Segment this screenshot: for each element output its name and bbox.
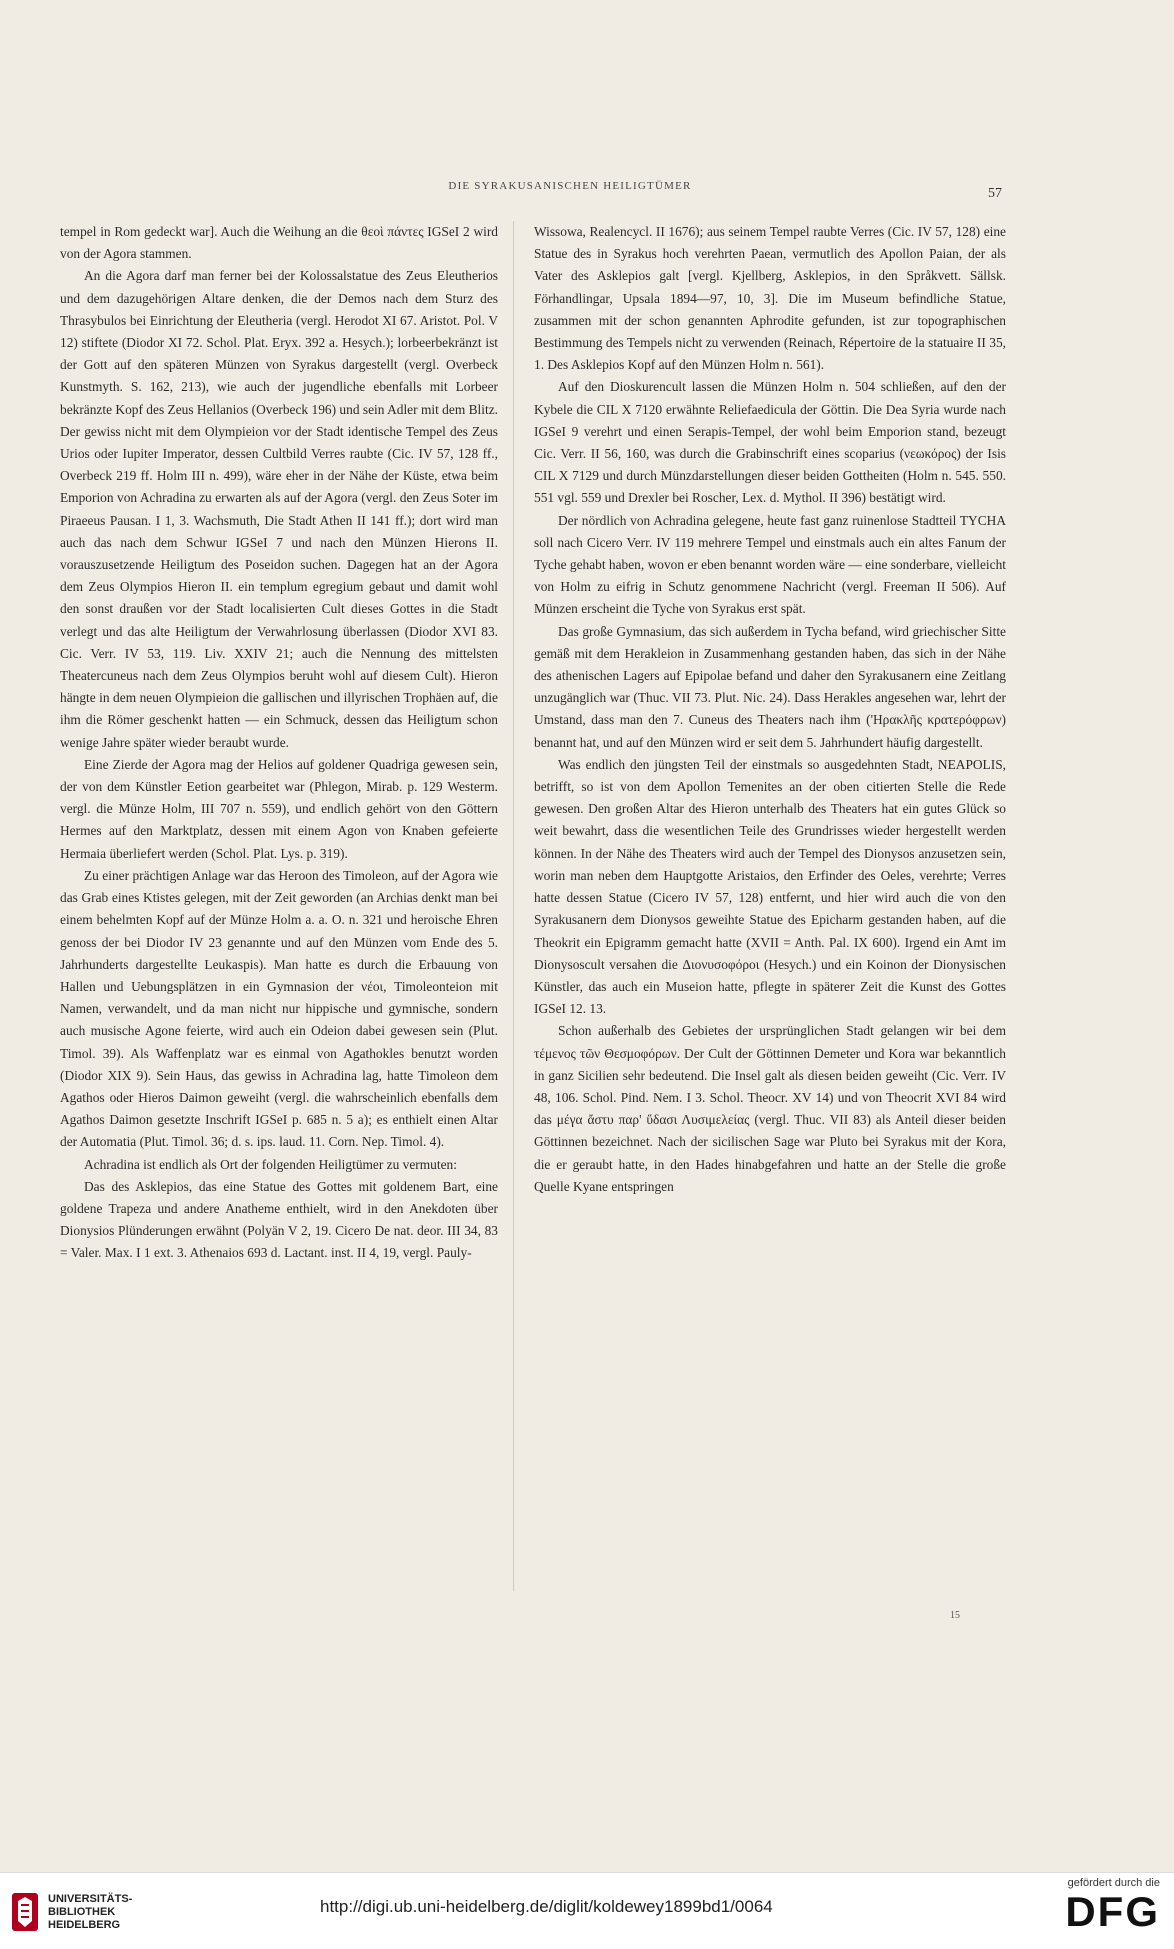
paragraph: Schon außerhalb des Gebietes der ursprünglichen Stadt gelangen wir bei dem τέμενος τῶν Θεσμοφόρων. Der Cult der Göttinnen Demeter und Kora war bekanntlich in ganz Sicilien sehr bedeutend. Die Insel galt als diesen beiden geweiht (Cic. Verr. IV 48, 106. Schol. Pind. Nem. I 3. Schol. Theocr. XV 14) und von Theocrit XVI 84 wird das μέγα ἄστυ παρ' ὕδασι Λυσιμελείας (vergl. Thuc. VII 83) als Anteil dieser beiden Göttinnen bezeichnet. Nach der sicilischen Sage war Pluto bei Syrakus mit der Kora, die er geraubt hatte, in den Hades hinabgefahren und hatte an der Stelle die große Quelle Kyane entspringen xyxy=(534,1023,1006,1194)
paragraph: Was endlich den jüngsten Teil der einstmals so ausgedehnten Stadt, NEAPOLIS, betrifft, so ist von dem Apollon Temenites an der oben citierten Stelle die Rede gewesen. Den großen Altar des Hieron unterhalb des Theaters hat ein gutes Glück so weit bewahrt, dass die wesentlichen Teile des Grundrisses wieder hergestellt werden können. In der Nähe des Theaters wird auch der Tempel des Dionysos anzusetzen sein, worin man neben dem Hauptgotte Aristaios, den Erfinder des Oeles, verehrte; Verres hatte dessen Statue (Cicero IV 57, 128) entfernt, und hier wird auch die von den Syrakusanern dem Dionysos geweihte Statue des Epicharm gestanden haben, auf die Theokrit ein Epigramm gemacht hatte (XVII = Anth. Pal. IX 600). Irgend ein Amt im Dionysoscult versahen die Διονυσοφόροι (Hesych.) und ein Koinon der Dionysischen Künstler, das auch ein Museion hatte, pflegte in späterer Zeit die Kunst des Gottes IGSeI 12. 13. xyxy=(534,756,1006,1017)
paragraph: Das große Gymnasium, das sich außerdem in Tycha befand, wird griechischer Sitte gemäß mit dem Herakleion in Zusammenhang gestanden haben, das sich in der Nähe des athenischen Lagers auf Epipolae befand und daher den Syrakusanern eine Zeitlang unzugänglich war (Thuc. VII 73. Plut. Nic. 24). Dass Herakles angesehen war, lehrt der Umstand, dass man den 7. Cuneus des Theaters nach ihm ('Ηρακλῆς κρατερόφρων) benannt hat, und auf den Münzen wird er seit dem 5. Jahrhundert häufig dargestellt. xyxy=(534,623,1006,750)
signature-mark: 15 xyxy=(950,1610,960,1621)
paragraph: An die Agora darf man ferner bei der Kolossalstatue des Zeus Eleutherios und dem dazugehörigen Altare denken, die der Demos nach dem Sturz des Thrasybulos bei Einrichtung der Eleutheria (vergl. Herodot XI 67. Aristot. Pol. V 12) stiftete (Diodor XI 72. Schol. Plat. Eryx. 392 a. Hesych.); lorbeerbekränzt ist der Gott auf den späteren Münzen von Syrakus dargestellt (vergl. Overbeck Kunstmyth. S. 162, 213), wie auch der jugendliche ebenfalls mit Lorbeer bekränzte Kopf des Zeus Hellanios (Overbeck 196) und sein Adler mit dem Blitz. Der gewiss nicht mit dem Olympieion vor der Stadt identische Tempel des Zeus Urios oder Iupiter Imperator, dessen Cultbild Verres raubte (Cic. IV 57, 128 ff., Overbeck 219 ff. Holm III n. 499), wäre eher in der Nähe der Küste, etwa beim Emporion von Achradina zu erwarten als auf der Agora (vergl. den Zeus Soter im Piraeeus Pausan. I 1, 3. Wachsmuth, Die Stadt Athen II 141 ff.); dort wird man auch das nach dem Schwur IGSeI 7 und nach den Münzen Hierons II. vorauszusetzende Heiligtum des Poseidon suchen. Dagegen hat an der Agora dem Zeus Olympios Hieron II. ein templum egregium gebaut und damit wohl den sonst draußen vor der Stadt localisierten Cult dieses Gottes in die Stadt verlegt und das alte Heiligtum der Verwahrlosung überlassen (Diodor XVI 83. Cic. Verr. IV 53, 119. Liv. XXIV 21; auch die Nennung des mittelsten Theatercuneus nach dem Zeus Olympios beruht wohl auf diesem Cult). Hieron hängte in dem neuen Olympieion die gallischen und illyrischen Trophäen auf, die ihm die Römer geschenkt hatten — ein Schmuck, dessen das Heiligtum schon wenige Jahre später wieder beraubt wurde. xyxy=(60,268,498,750)
funded-by-label: gefördert durch die xyxy=(1067,1877,1160,1889)
paragraph: Zu einer prächtigen Anlage war das Heroon des Timoleon, auf der Agora wie das Grab eines Ktistes gelegen, mit der Zeit geworden (an Archias denkt man bei einem behelmten Kopf auf der Münze Holm a. a. O. n. 321 und heroische Ehren genoss der bei Diodor IV 23 genannte und auf den Münzen vom Ende des 5. Jahrhunderts dargestellte Leukaspis). Man hatte es durch die Erbauung von Hallen und Uebungsplätzen in ein Gymnasion der νέοι, Timoleonteion mit Namen, verwandelt, und da man nicht nur hippische und gymnische, sondern auch musische Agone feierte, wird auch ein Odeion dabei gewesen sein (Plut. Timol. 39). Als Waffenplatz war es einmal von Agathokles benutzt worden (Diodor XIX 9). Sein Haus, das gewiss in Achradina lag, hatte Timoleon dem Agathos oder Hieros Daimon geweiht (vergl. die wahrscheinlich ebenfalls dem Agathos Daimon gesetzte Inschrift IGSeI p. 685 n. 5 a); es enthielt einen Altar der Automatia (Plut. Timol. 36; d. s. ips. laud. 11. Corn. Nep. Timol. 4). xyxy=(60,867,498,1150)
page-number: 57 xyxy=(988,186,1002,201)
running-head: DIE SYRAKUSANISCHEN HEILIGTÜMER xyxy=(448,180,692,192)
paragraph: Der nördlich von Achradina gelegene, heute fast ganz ruinenlose Stadtteil TYCHA soll nach Cicero Verr. IV 119 mehrere Tempel und einstmals auch ein altes Fanum der Tyche gehabt haben, wovon er eben benannt worden wäre — eine sonderbare, vielleicht von Holm zu eifrig in Schutz genommene Nachricht (vergl. Freeman II 506). Auf Münzen erscheint die Tyche von Syrakus erst spät. xyxy=(534,512,1007,617)
library-name: UNIVERSITÄTS- BIBLIOTHEK HEIDELBERG xyxy=(48,1893,133,1931)
dfg-logo-block[interactable] xyxy=(1010,1877,1160,1935)
column-divider xyxy=(513,221,514,1591)
paragraph: Achradina ist endlich als Ort der folgenden Heiligtümer zu vermuten: xyxy=(84,1156,457,1172)
dfg-logo: DFG xyxy=(1065,1888,1160,1935)
page-url-link[interactable]: http://digi.ub.uni-heidelberg.de/diglit/koldewey1899bd1/0064 xyxy=(320,1897,773,1916)
library-logo[interactable] xyxy=(10,1887,160,1939)
right-column xyxy=(534,221,1006,1198)
paragraph: Das des Asklepios, das eine Statue des Gottes mit goldenem Bart, eine goldene Trapeza und andere Anatheme enthielt, wird in den Anekdoten über Dionysios Plünderungen erwähnt (Polyän V 2, 19. Cicero De nat. deor. III 34, 83 = Valer. Max. I 1 ext. 3. Athenaios 693 d. Lactant. inst. II 4, 19, vergl. Pauly- xyxy=(60,1178,498,1261)
paragraph: Wissowa, Realencycl. II 1676); aus seinem Tempel raubte Verres (Cic. IV 57, 128) eine Statue des in Syrakus hoch verehrten Paean, vermutlich des Apollon Paian, der als Vater des Asklepios galt [vergl. Kjellberg, Asklepios, in den Språkvett. Sällsk. Förhandlingar, Upsala 1894—97, 10, 3]. Die im Museum befindliche Statue, zusammen mit der schon genannten Aphrodite gefunden, ist zur topographischen Bestimmung des Tempels nicht zu verwenden (Reinach, Répertoire de la statuaire II 35, 1. Des Asklepios Kopf auf den Münzen Holm n. 561). xyxy=(534,224,1006,373)
paragraph: tempel in Rom gedeckt war]. Auch die Weihung an die θεοὶ πάντες IGSeI 2 wird von der Agora stammen. xyxy=(60,224,498,262)
footer-bar xyxy=(0,1872,1174,1949)
paragraph: Eine Zierde der Agora mag der Helios auf goldener Quadriga gewesen sein, der von dem Künstler Eetion gearbeitet war (Phlegon, Mirab. p. 129 Westerm. vergl. die Münze Holm, III 707 n. 559), und endlich gehört von den Göttern Hermes auf den Marktplatz, dessen mit einem Agon von Knaben gefeierte Hermaia überliefert werden (Schol. Plat. Lys. p. 319). xyxy=(60,756,498,861)
library-emblem-icon xyxy=(10,1891,40,1933)
paragraph: Auf den Dioskurencult lassen die Münzen Holm n. 504 schließen, auf den der Kybele die CIL X 7120 erwähnte Reliefaedicula der Göttin. Die Dea Syria wurde nach IGSeI 9 verehrt und einen Serapis-Tempel, der wohl beim Emporion stand, bezeugt Cic. Verr. II 56, 160, was durch die Grabinschrift eines scoparius (νεωκόρος) der Isis CIL X 7129 und durch Münzdarstellungen dieser beiden Gottheiten (Holm n. 545. 550. 551 vgl. 559 und Drexler bei Roscher, Lex. d. Mythol. II 396) bestätigt wird. xyxy=(534,379,1006,506)
left-column xyxy=(60,221,498,1265)
